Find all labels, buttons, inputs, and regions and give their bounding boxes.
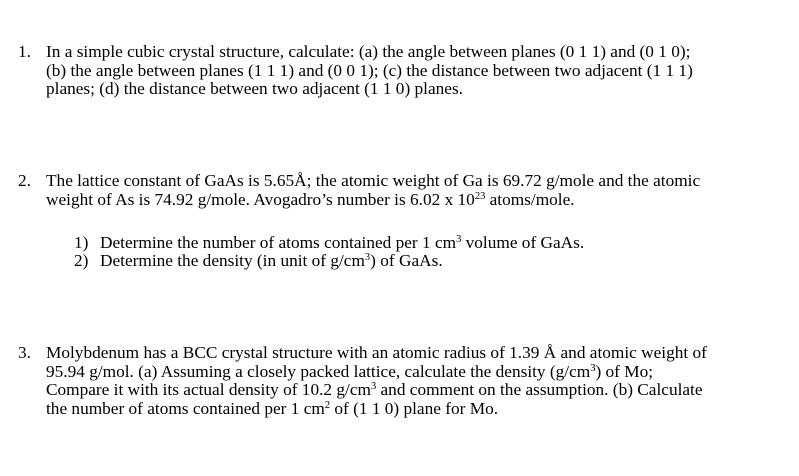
text-segment: Determine the density (in unit of g/cm bbox=[100, 251, 365, 270]
text-line: In a simple cubic crystal structure, calculate: (a) the angle between planes (0 1 1) and (0 1 0); bbox=[46, 42, 691, 61]
text-line: (b) the angle between planes (1 1 1) and (0 0 1); (c) the distance between two adjacent (1 1 1) bbox=[46, 60, 693, 80]
problem-number: 1. bbox=[18, 42, 31, 61]
text-segment: of (1 1 0) plane for Mo. bbox=[330, 398, 499, 418]
text-line bbox=[46, 191, 788, 210]
text-line: planes; (d) the distance between two adjacent (1 1 0) planes. bbox=[46, 79, 463, 98]
subitem-number: 1) bbox=[74, 233, 89, 252]
text-line bbox=[46, 363, 788, 382]
superscript: 3 bbox=[456, 234, 462, 245]
text-segment: weight of As is 74.92 g/mole. Avogadro’s number is 6.02 x 10 bbox=[46, 189, 475, 209]
superscript: 3 bbox=[370, 381, 377, 392]
problem-number: 3. bbox=[18, 343, 31, 362]
problem-number: 2. bbox=[18, 171, 31, 190]
text-segment: and comment on the assumption. (b) Calculate bbox=[376, 380, 703, 399]
subitem-text bbox=[100, 252, 443, 271]
text-segment: ) of Mo; bbox=[595, 361, 654, 381]
superscript: 2 bbox=[324, 399, 331, 411]
problem-text bbox=[46, 172, 788, 209]
problem-text bbox=[46, 43, 788, 99]
superscript: 3 bbox=[364, 252, 371, 263]
text-segment: Compare it with its actual density of 10.2 g/cm bbox=[46, 380, 371, 399]
text-line bbox=[46, 400, 788, 419]
problem-3 bbox=[18, 344, 788, 424]
text-segment: the number of atoms contained per 1 cm bbox=[46, 398, 325, 418]
text-line bbox=[46, 381, 788, 400]
text-line: The lattice constant of GaAs is 5.65Å; the atomic weight of Ga is 69.72 g/mole and the atomic bbox=[46, 171, 701, 190]
problem-2 bbox=[18, 172, 788, 282]
problem-text bbox=[46, 344, 788, 418]
subitem-number: 2) bbox=[74, 251, 89, 270]
text-line: Molybdenum has a BCC crystal structure with an atomic radius of 1.39 Å and atomic weight of bbox=[46, 343, 707, 362]
text-segment: 95.94 g/mol. (a) Assuming a closely packed lattice, calculate the density (g/cm bbox=[46, 361, 591, 381]
superscript: 23 bbox=[474, 190, 486, 202]
problem-1 bbox=[18, 43, 788, 103]
subitem-text bbox=[100, 234, 584, 253]
superscript: 3 bbox=[590, 362, 596, 374]
text-segment: ) of GaAs. bbox=[370, 251, 443, 270]
text-segment: volume of GaAs. bbox=[461, 233, 585, 252]
text-segment: Determine the number of atoms contained per 1 cm bbox=[100, 233, 457, 252]
text-segment: atoms/mole. bbox=[485, 189, 575, 209]
